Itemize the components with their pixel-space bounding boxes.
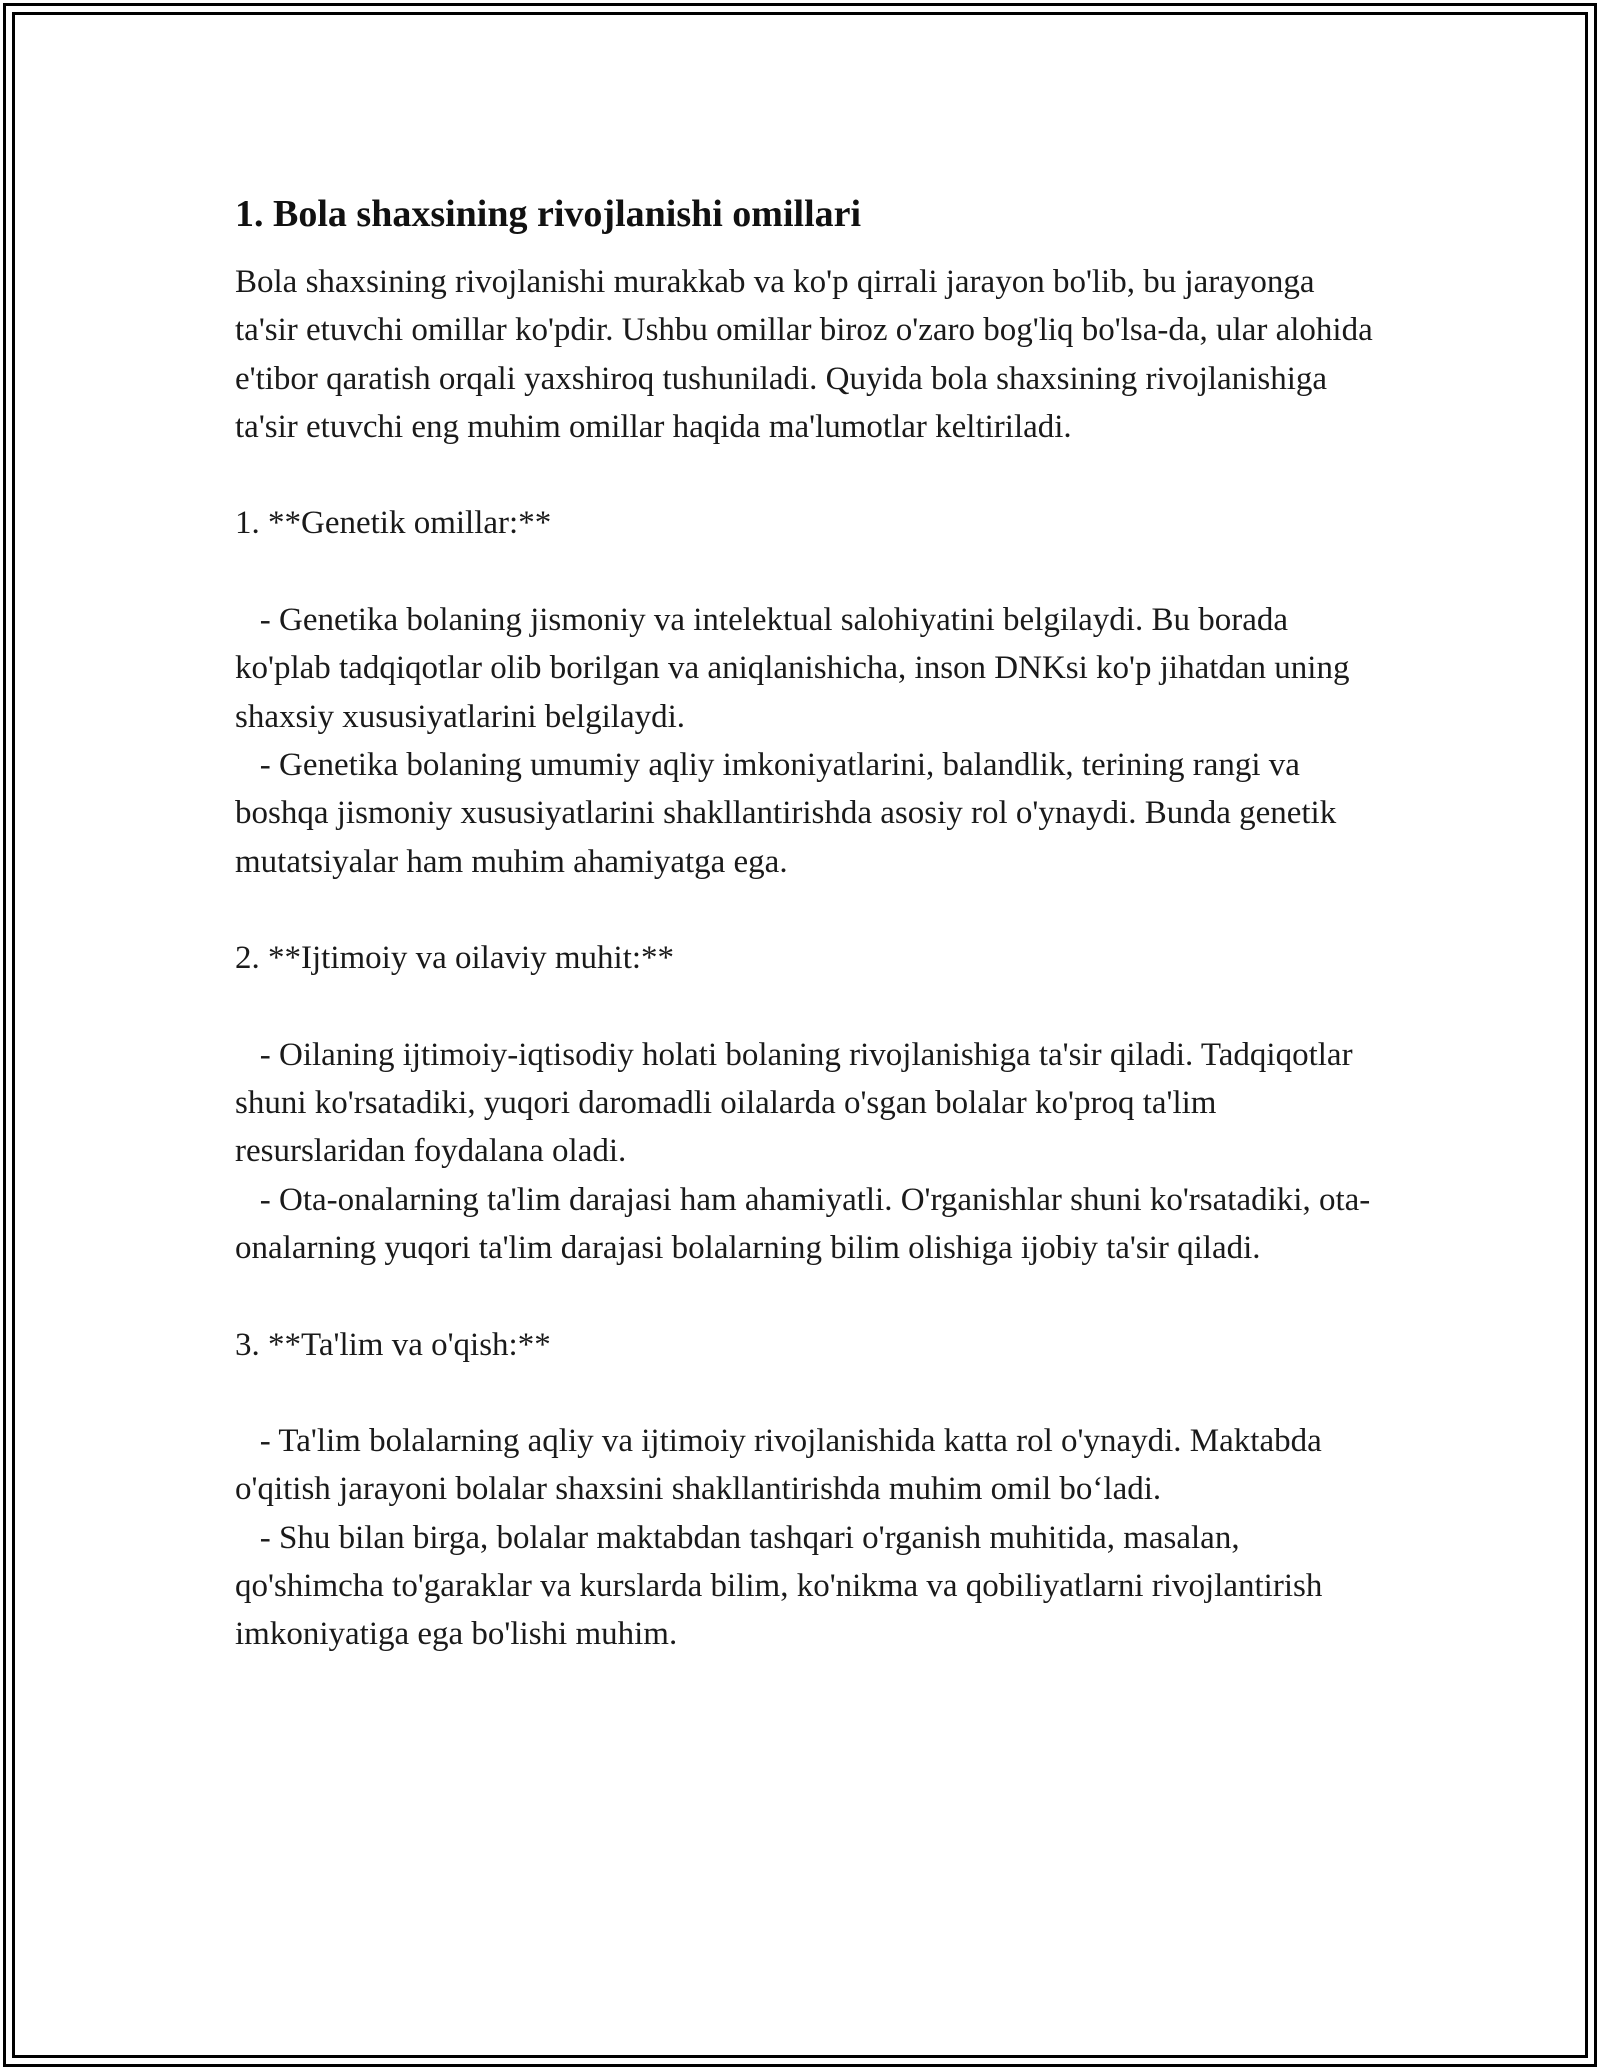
document-body: Bola shaxsining rivojlanishi murakkab va ko'p qirrali jarayon bo'lib, bu jarayonga ta'sir etuvchi omillar ko'pdir. Ushbu omillar biroz o'zaro bog'liq bo'lsa-da, ular alohida e'tibor qaratish orqali yaxshiroq tushuniladi. Quyida bola shaxsining rivojlanishiga ta'sir etuvchi eng muhim omillar haqida ma'lumotlar keltiriladi. 1. **Genetik omillar:** - Genetika bolaning jismoniy va intelektual salohiyatini belgilaydi. Bu borada ko'plab tadqiqotlar olib borilgan va aniqlanishicha, inson DNKsi ko'p jihatdan uning shaxsiy xususiyatlarini belgilaydi. - Genetika bolaning umumiy aqliy imkoniyatlarini, balandlik, terining rangi va boshqa jismoniy xususiyatlarini shakllantirishda asosiy rol o'ynaydi. Bunda genetik mutatsiyalar ham muhim ahamiyatga ega. 2. **Ijtimoiy va oilaviy muhit:** - Oilaning ijtimoiy-iqtisodiy holati bolaning rivojlanishiga ta'sir qiladi. Tadqiqotlar shuni ko'rsatadiki, yuqori daromadli oilalarda o'sgan bolalar ko'proq ta'lim resurslaridan foydalana oladi. - Ota-onalarning ta'lim darajasi ham ahamiyatli. O'rganishlar shuni ko'rsatadiki, ota-onalarning yuqori ta'lim darajasi bolalarning bilim olishiga ijobiy ta'sir qiladi. 3. **Ta'lim va o'qish:** - Ta'lim bolalarning aqliy va ijtimoiy rivojlanishida katta rol o'ynaydi. Maktabda o'qitish jarayoni bolalar shaxsini shakllantirishda muhim omil bo‘ladi. - Shu bilan birga, bolalar maktabdan tashqari o'rganish muhitida, masalan, qo'shimcha to'garaklar va kurslarda bilim, ko'nikma va qobiliyatlarni rivojlantirish imkoniyatiga ega bo'lishi muhim.	[235, 264, 1373, 1653]
document-title: 1. Bola shaxsining rivojlanishi omillari	[235, 193, 862, 235]
document-content	[235, 190, 1375, 1659]
